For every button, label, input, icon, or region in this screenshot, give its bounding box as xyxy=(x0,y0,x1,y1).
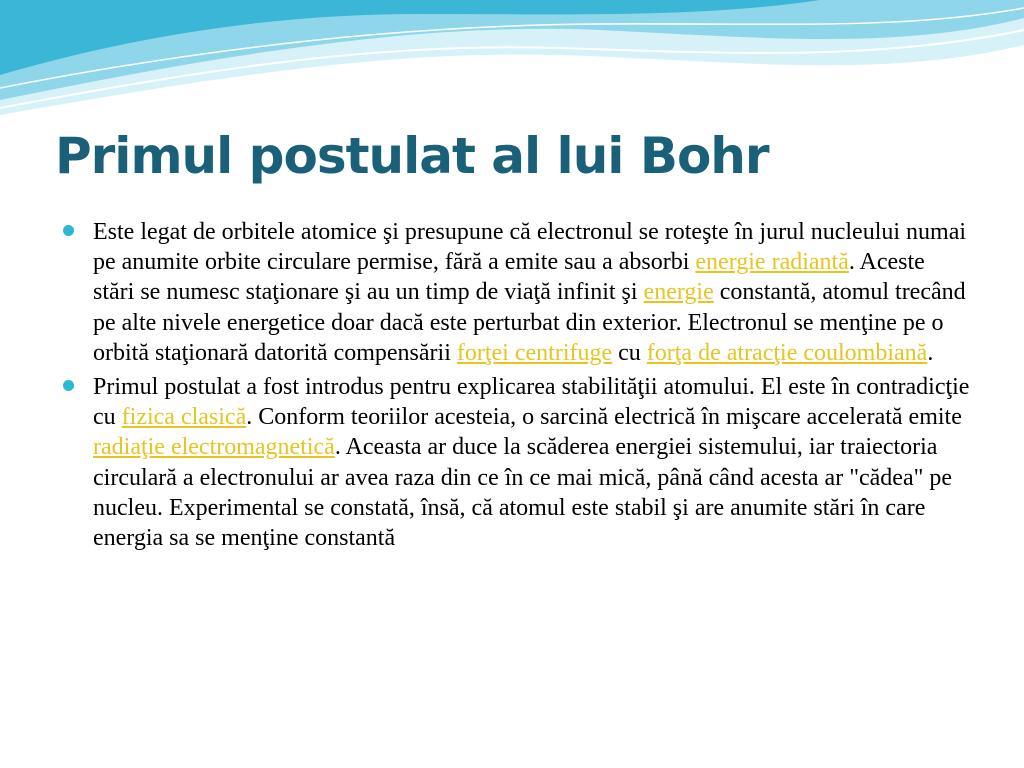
bullet-text: . Aceste stări se numesc staţionare şi au un timp de viaţă infinit şi xyxy=(93,249,925,306)
bullet-list xyxy=(62,217,972,557)
link-energie[interactable]: energie xyxy=(643,279,714,306)
bullet-item-2 xyxy=(62,372,972,553)
bullet-dot-icon xyxy=(63,380,74,391)
link-forta-de-atractie-coulombiana[interactable]: forţa de atracţie coulombiană xyxy=(646,339,928,366)
bullet-text: . Conform teoriilor acesteia, o sarcină electrică în mişcare accelerată emite xyxy=(246,404,962,431)
link-energie-radianta[interactable]: energie radiantă xyxy=(695,249,849,276)
bullet-text: . Aceasta ar duce la scăderea energiei sistemului, iar traiectoria circulară a electronului ar avea raza din ce în ce mai mică, până când acesta ar "cădea" pe nucleu. Experimental se constată, însă, că atomul este stabil şi are anumite stări în care energia sa se menţine constantă xyxy=(93,434,953,552)
bullet-text: Primul postulat a fost introdus pentru explicarea stabilităţii atomului. El este în contradicţie cu xyxy=(93,374,970,431)
link-fortei-centrifuge[interactable]: forţei centrifuge xyxy=(456,339,613,366)
link-radiatie-electromagnetica[interactable]: radiaţie electromagnetică xyxy=(93,434,335,461)
link-fizica-clasica[interactable]: fizica clasică xyxy=(121,404,247,431)
bullet-item-1 xyxy=(62,217,972,368)
bullet-text: . xyxy=(927,339,934,366)
bullet-text: cu xyxy=(612,339,647,366)
bullet-text: constantă, atomul trecând pe alte nivele energetice doar dacă este perturbat din exterior. Electronul se menţine pe o orbită staţionară datorită compensării xyxy=(93,279,966,366)
header-wave-decoration xyxy=(0,0,1024,130)
bullet-text: Este legat de orbitele atomice şi presupune că electronul se roteşte în jurul nucleului numai pe anumite orbite circulare permise, fără a emite sau a absorbi xyxy=(93,219,967,276)
slide-title: Primul postulat al lui Bohr xyxy=(55,127,769,185)
bullet-dot-icon xyxy=(63,225,74,236)
